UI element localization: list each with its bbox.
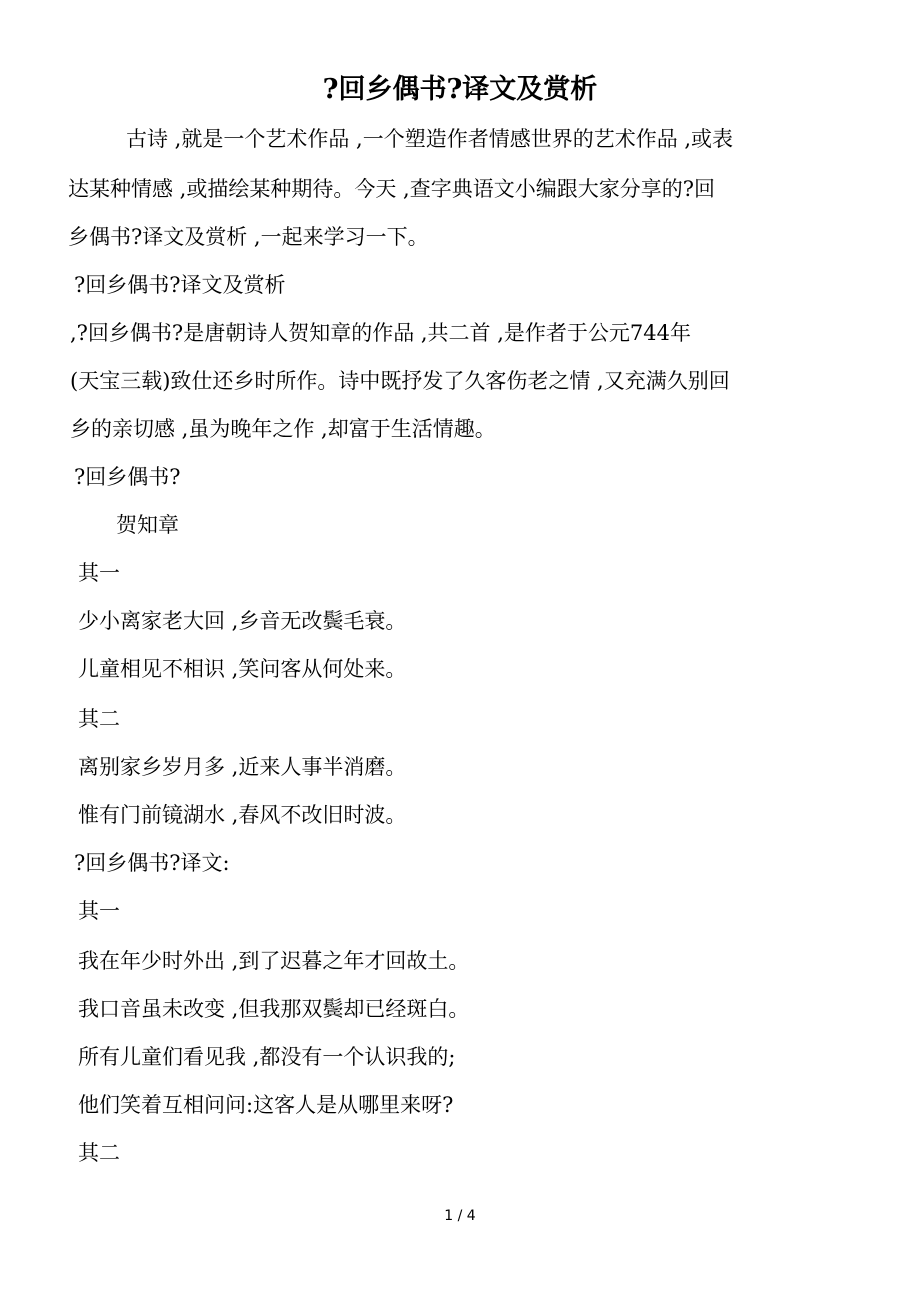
translation-heading: ?回乡偶书?译文: bbox=[74, 851, 230, 875]
poem-part1-label: 其一 bbox=[78, 561, 120, 585]
poem-author: 贺知章 bbox=[116, 513, 179, 537]
document-title: ?回乡偶书?译文及赏析 bbox=[322, 74, 598, 105]
translation-part1-label: 其一 bbox=[78, 899, 120, 923]
poem-part2-line2: 惟有门前镜湖水 ,春风不改旧时波。 bbox=[78, 803, 407, 827]
translation-part1-line3: 所有儿童们看见我 ,都没有一个认识我的; bbox=[78, 1045, 456, 1069]
translation-part1-line2: 我口音虽未改变 ,但我那双鬓却已经斑白。 bbox=[78, 997, 470, 1021]
background-line-1: ,?回乡偶书?是唐朝诗人贺知章的作品 ,共二首 ,是作者于公元744年 bbox=[70, 321, 691, 345]
poem-part1-line2: 儿童相见不相识 ,笑问客从何处来。 bbox=[78, 657, 407, 681]
section-heading: ?回乡偶书?译文及赏析 bbox=[74, 273, 286, 297]
intro-line-1: 古诗 ,就是一个艺术作品 ,一个塑造作者情感世界的艺术作品 ,或表 bbox=[126, 127, 734, 151]
intro-line-2: 达某种情感 ,或描绘某种期待。今天 ,查字典语文小编跟大家分享的?回 bbox=[68, 177, 715, 201]
poem-part2-line1: 离别家乡岁月多 ,近来人事半消磨。 bbox=[78, 755, 407, 779]
translation-part1-line1: 我在年少时外出 ,到了迟暮之年才回故土。 bbox=[78, 949, 470, 973]
background-line-3: 乡的亲切感 ,虽为晚年之作 ,却富于生活情趣。 bbox=[70, 417, 496, 441]
translation-part1-line4: 他们笑着互相问问:这客人是从哪里来呀? bbox=[78, 1093, 454, 1117]
intro-line-3: 乡偶书?译文及赏析 ,一起来学习一下。 bbox=[68, 225, 429, 249]
poem-part1-line1: 少小离家老大回 ,乡音无改鬓毛衰。 bbox=[78, 609, 407, 633]
page-number: 1 / 4 bbox=[444, 1208, 476, 1224]
translation-part2-label: 其二 bbox=[78, 1141, 120, 1165]
poem-title: ?回乡偶书? bbox=[74, 465, 181, 489]
poem-part2-label: 其二 bbox=[78, 707, 120, 731]
background-line-2: (天宝三载)致仕还乡时所作。诗中既抒发了久客伤老之情 ,又充满久别回 bbox=[70, 369, 730, 393]
